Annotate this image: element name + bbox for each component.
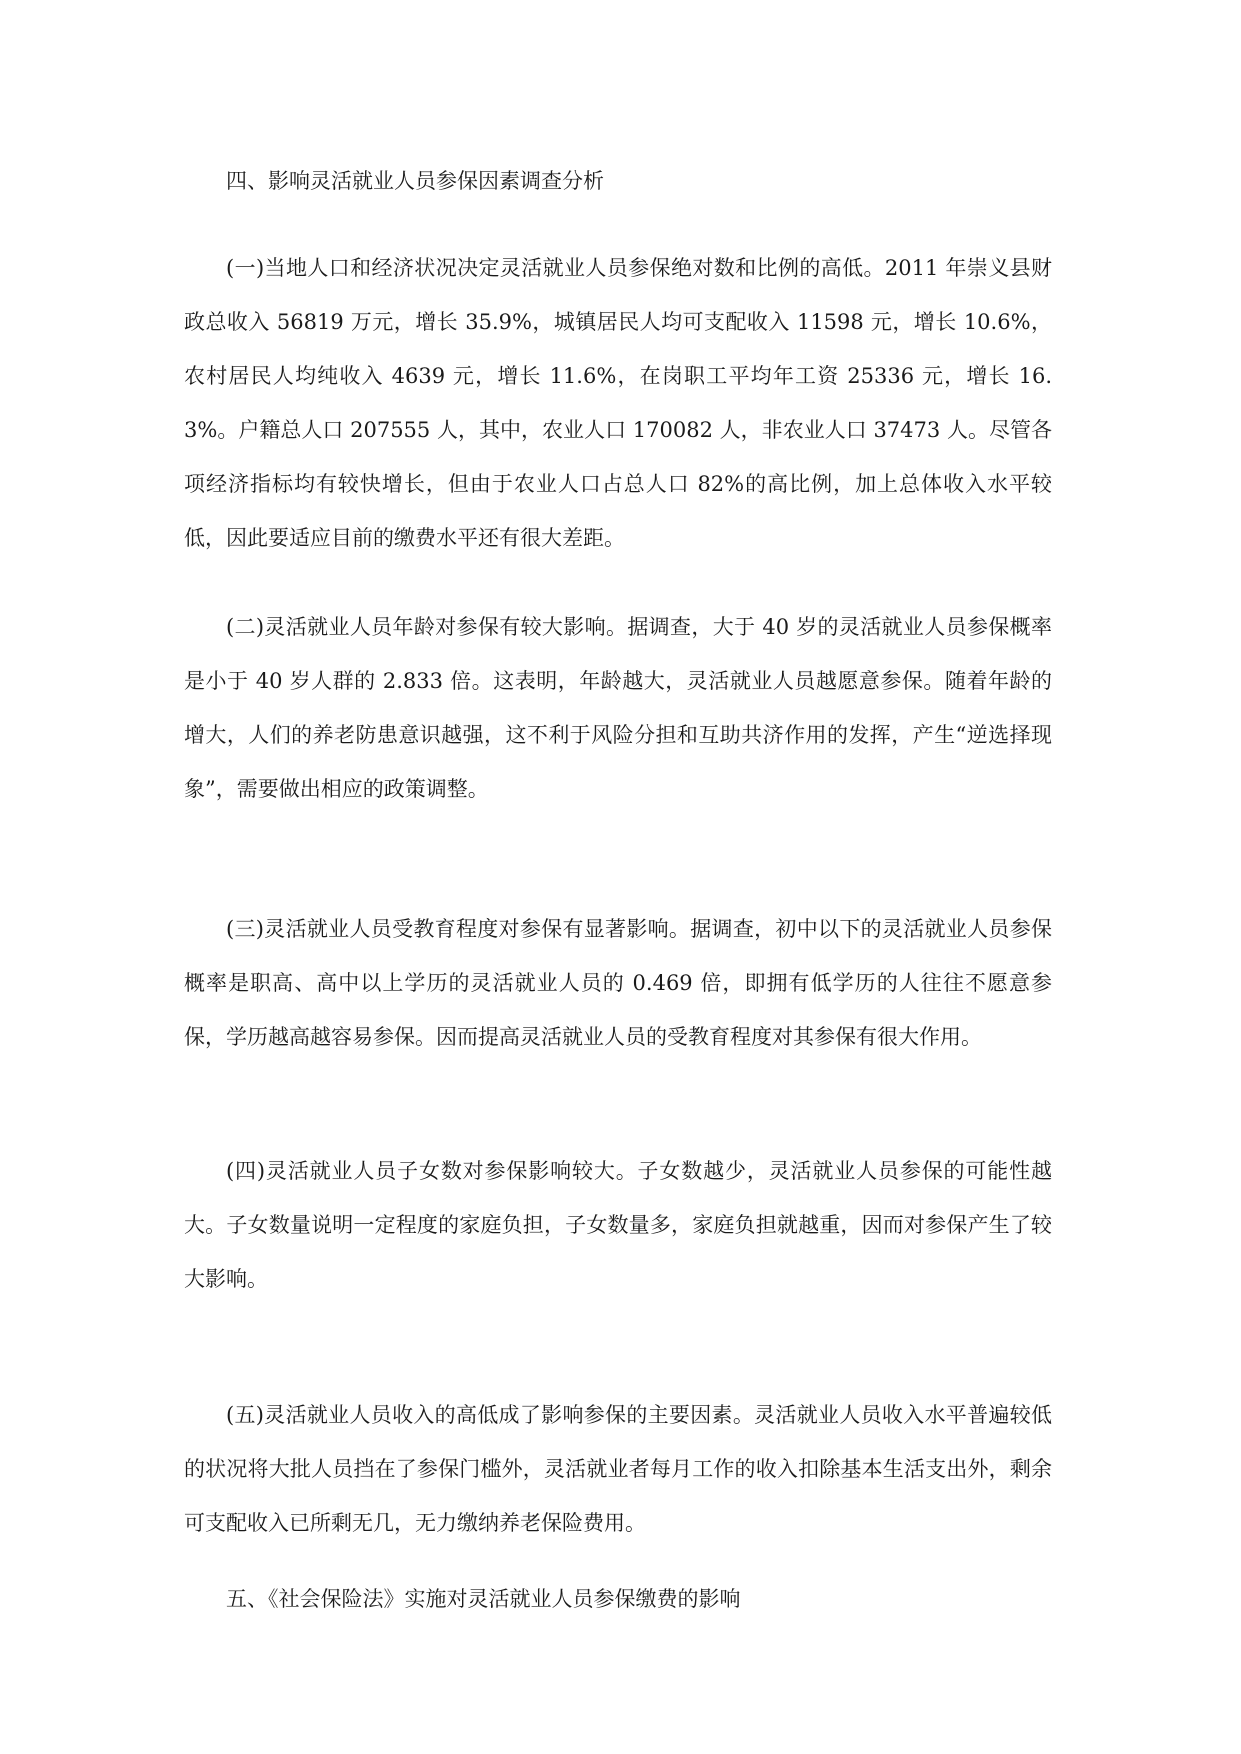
- section-4-heading: 四、影响灵活就业人员参保因素调查分析: [226, 169, 604, 193]
- paragraph-children-factor: (四)灵活就业人员子女数对参保影响较大。子女数越少，灵活就业人员参保的可能性越大。子女数量说明一定程度的家庭负担，子女数量多，家庭负担就越重，因而对参保产生了较大影响。: [184, 1159, 1052, 1291]
- paragraph-economy-population: (一)当地人口和经济状况决定灵活就业人员参保绝对数和比例的高低。2011 年崇义县财政总收入 56819 万元，增长 35.9%，城镇居民人均可支配收入 11598 元，增长 10.6%，农村居民人均纯收入 4639 元，增长 11.6%，在岗职工平均年工资 25336 元，增长 16.3%。户籍总人口 207555 人，其中，农业人口 170082 人，非农业人口 37473 人。尽管各项经济指标均有较快增长，但由于农业人口占总人口 82%的高比例，加上总体收入水平较低，因此要适应目前的缴费水平还有很大差距。: [184, 256, 1052, 550]
- paragraph-age-factor: (二)灵活就业人员年龄对参保有较大影响。据调查，大于 40 岁的灵活就业人员参保概率是小于 40 岁人群的 2.833 倍。这表明，年龄越大，灵活就业人员越愿意参保。随着年龄的增大，人们的养老防患意识越强，这不利于风险分担和互助共济作用的发挥，产生“逆选择现象”，需要做出相应的政策调整。: [184, 615, 1052, 801]
- paragraph-income-factor: (五)灵活就业人员收入的高低成了影响参保的主要因素。灵活就业人员收入水平普遍较低的状况将大批人员挡在了参保门槛外，灵活就业者每月工作的收入扣除基本生活支出外，剩余可支配收入已所剩无几，无力缴纳养老保险费用。: [184, 1403, 1052, 1535]
- paragraph-education-factor: (三)灵活就业人员受教育程度对参保有显著影响。据调查，初中以下的灵活就业人员参保概率是职高、高中以上学历的灵活就业人员的 0.469 倍，即拥有低学历的人往往不愿意参保，学历越高越容易参保。因而提高灵活就业人员的受教育程度对其参保有很大作用。: [184, 917, 1052, 1049]
- section-5-heading: 五、《社会保险法》实施对灵活就业人员参保缴费的影响: [226, 1587, 741, 1611]
